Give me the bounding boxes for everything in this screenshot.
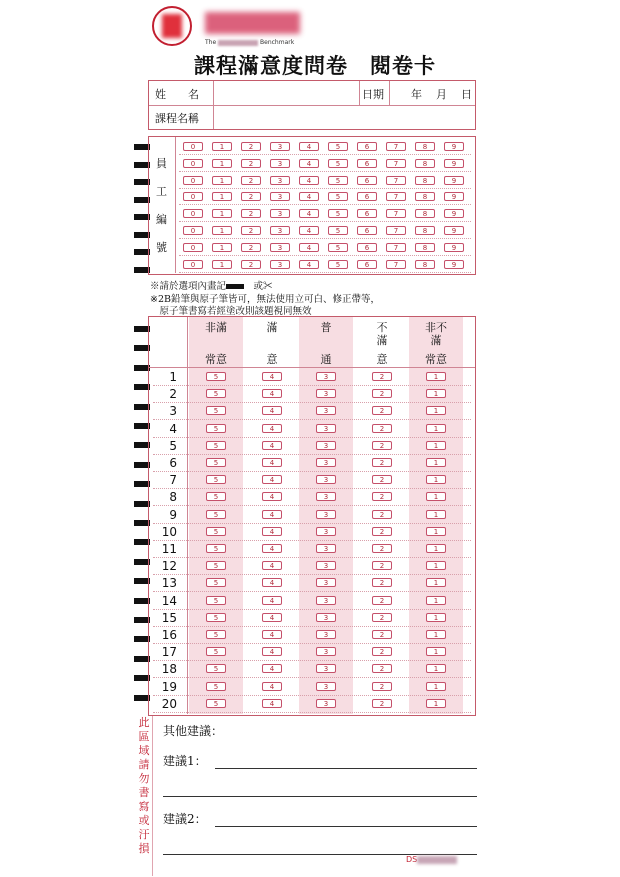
suggestion-1-line[interactable] bbox=[215, 768, 477, 769]
question-number: 4 bbox=[169, 421, 177, 436]
id-digit-bubble[interactable]: 1 bbox=[212, 226, 232, 235]
question-number: 16 bbox=[161, 628, 177, 642]
id-digit-bubble[interactable]: 0 bbox=[183, 226, 203, 235]
id-digit-bubble[interactable]: 0 bbox=[183, 192, 203, 201]
id-digit-bubble[interactable]: 9 bbox=[444, 226, 464, 235]
id-digit-bubble[interactable]: 3 bbox=[270, 226, 290, 235]
id-digit-bubble[interactable]: 5 bbox=[328, 142, 348, 151]
id-digit-bubble[interactable]: 4 bbox=[299, 159, 319, 168]
rating-header-bottom: 意 bbox=[376, 353, 388, 366]
id-digit-bubble[interactable]: 7 bbox=[386, 176, 406, 185]
rating-bubble[interactable]: 2 bbox=[372, 475, 392, 484]
day-label: 日 bbox=[461, 88, 472, 101]
id-digit-bubble[interactable]: 9 bbox=[444, 176, 464, 185]
rating-bubble[interactable]: 2 bbox=[372, 596, 392, 605]
id-row-divider bbox=[179, 171, 471, 172]
id-digit-bubble[interactable]: 7 bbox=[386, 226, 406, 235]
id-digit-bubble[interactable]: 3 bbox=[270, 209, 290, 218]
id-label-char: 員 bbox=[156, 157, 167, 170]
question-row-divider bbox=[153, 437, 471, 438]
instruction-note-3: 原子筆書寫若經塗改則該題視同無效 bbox=[150, 306, 312, 317]
rating-bubble[interactable]: 5 bbox=[206, 510, 226, 519]
course-name-label: 課程名稱 bbox=[155, 112, 199, 125]
question-row-divider bbox=[153, 488, 471, 489]
id-digit-bubble[interactable]: 2 bbox=[241, 260, 261, 269]
question-number: 20 bbox=[161, 696, 177, 711]
rating-bubble[interactable]: 4 bbox=[262, 406, 282, 415]
question-number: 3 bbox=[169, 404, 177, 419]
question-number: 18 bbox=[161, 662, 177, 677]
id-digit-bubble[interactable]: 8 bbox=[415, 260, 435, 269]
rating-bubble[interactable]: 2 bbox=[372, 647, 392, 656]
rating-bubble[interactable]: 3 bbox=[316, 630, 336, 639]
rating-bubble[interactable]: 3 bbox=[316, 389, 336, 398]
rating-bubble[interactable]: 2 bbox=[372, 561, 392, 570]
id-digit-bubble[interactable]: 7 bbox=[386, 142, 406, 151]
id-digit-bubble[interactable]: 5 bbox=[328, 209, 348, 218]
rating-bubble[interactable]: 5 bbox=[206, 544, 226, 553]
id-digit-bubble[interactable]: 7 bbox=[386, 209, 406, 218]
id-digit-bubble[interactable]: 4 bbox=[299, 142, 319, 151]
id-digit-bubble[interactable]: 8 bbox=[415, 209, 435, 218]
rating-bubble[interactable]: 5 bbox=[206, 527, 226, 536]
question-row-divider bbox=[153, 557, 471, 558]
rating-bubble[interactable]: 1 bbox=[426, 389, 446, 398]
rating-bubble[interactable]: 2 bbox=[372, 544, 392, 553]
rating-header-top: 滿 bbox=[266, 321, 278, 334]
month-label: 月 bbox=[436, 88, 447, 101]
rating-header-top: 非不 滿 bbox=[425, 321, 447, 347]
rating-bubble[interactable]: 5 bbox=[206, 424, 226, 433]
rating-bubble[interactable]: 3 bbox=[316, 647, 336, 656]
rating-bubble[interactable]: 5 bbox=[206, 389, 226, 398]
rating-bubble[interactable]: 1 bbox=[426, 510, 446, 519]
id-digit-bubble[interactable]: 6 bbox=[357, 192, 377, 201]
rating-bubble[interactable]: 4 bbox=[262, 475, 282, 484]
id-digit-bubble[interactable]: 6 bbox=[357, 176, 377, 185]
rating-bubble[interactable]: 3 bbox=[316, 699, 336, 708]
rating-bubble[interactable]: 1 bbox=[426, 630, 446, 639]
rating-bubble[interactable]: 3 bbox=[316, 613, 336, 622]
rating-bubble[interactable]: 3 bbox=[316, 664, 336, 673]
suggestion-1-line-2[interactable] bbox=[163, 796, 477, 797]
rating-bubble[interactable]: 4 bbox=[262, 389, 282, 398]
question-number: 5 bbox=[169, 438, 177, 453]
id-digit-bubble[interactable]: 2 bbox=[241, 176, 261, 185]
id-digit-bubble[interactable]: 0 bbox=[183, 209, 203, 218]
id-row-divider bbox=[179, 238, 471, 239]
id-digit-bubble[interactable]: 2 bbox=[241, 243, 261, 252]
logo-wordmark bbox=[205, 12, 300, 34]
id-digit-bubble[interactable]: 6 bbox=[357, 260, 377, 269]
id-digit-bubble[interactable]: 5 bbox=[328, 192, 348, 201]
instruction-note-1: ※請於選項內畫記 或✂ bbox=[150, 281, 273, 292]
id-digit-bubble[interactable]: 9 bbox=[444, 260, 464, 269]
rating-bubble[interactable]: 1 bbox=[426, 441, 446, 450]
rating-bubble[interactable]: 5 bbox=[206, 458, 226, 467]
rating-bubble[interactable]: 1 bbox=[426, 372, 446, 381]
id-digit-bubble[interactable]: 9 bbox=[444, 192, 464, 201]
rating-bubble[interactable]: 2 bbox=[372, 630, 392, 639]
rating-header-top: 不 滿 bbox=[376, 321, 388, 347]
rating-bubble[interactable]: 2 bbox=[372, 372, 392, 381]
question-number: 17 bbox=[161, 645, 177, 660]
rating-bubble[interactable]: 2 bbox=[372, 682, 392, 691]
id-digit-bubble[interactable]: 6 bbox=[357, 209, 377, 218]
id-row-divider bbox=[179, 272, 471, 273]
name-label: 姓 名 bbox=[155, 88, 199, 101]
rating-bubble[interactable]: 1 bbox=[426, 475, 446, 484]
id-digit-bubble[interactable]: 9 bbox=[444, 159, 464, 168]
form-code: DS bbox=[406, 855, 457, 864]
rating-bubble[interactable]: 4 bbox=[262, 682, 282, 691]
id-digit-bubble[interactable]: 4 bbox=[299, 226, 319, 235]
employee-id-grid bbox=[148, 136, 476, 275]
page-title: 課程滿意度問卷 閱卷卡 bbox=[194, 53, 436, 78]
rating-bubble[interactable]: 1 bbox=[426, 613, 446, 622]
rating-bubble[interactable]: 1 bbox=[426, 647, 446, 656]
question-row-divider bbox=[153, 574, 471, 575]
rating-bubble[interactable]: 4 bbox=[262, 561, 282, 570]
id-digit-bubble[interactable]: 8 bbox=[415, 142, 435, 151]
rating-bubble[interactable]: 5 bbox=[206, 406, 226, 415]
rating-bubble[interactable]: 4 bbox=[262, 510, 282, 519]
id-digit-bubble[interactable]: 1 bbox=[212, 243, 232, 252]
rating-bubble[interactable]: 4 bbox=[262, 544, 282, 553]
rating-bubble[interactable]: 3 bbox=[316, 596, 336, 605]
rating-bubble[interactable]: 4 bbox=[262, 630, 282, 639]
id-digit-bubble[interactable]: 0 bbox=[183, 260, 203, 269]
rating-bubble[interactable]: 3 bbox=[316, 544, 336, 553]
id-digit-bubble[interactable]: 1 bbox=[212, 159, 232, 168]
rating-bubble[interactable]: 4 bbox=[262, 492, 282, 501]
rating-bubble[interactable]: 1 bbox=[426, 424, 446, 433]
id-digit-bubble[interactable]: 4 bbox=[299, 260, 319, 269]
rating-bubble[interactable]: 2 bbox=[372, 510, 392, 519]
survey-grid bbox=[148, 316, 476, 716]
rating-bubble[interactable]: 3 bbox=[316, 578, 336, 587]
id-digit-bubble[interactable]: 7 bbox=[386, 243, 406, 252]
rating-bubble[interactable]: 1 bbox=[426, 406, 446, 415]
question-row-divider bbox=[153, 609, 471, 610]
rating-bubble[interactable]: 3 bbox=[316, 424, 336, 433]
id-digit-bubble[interactable]: 3 bbox=[270, 176, 290, 185]
rating-header-bottom: 意 bbox=[266, 353, 278, 366]
question-row-divider bbox=[153, 677, 471, 678]
id-digit-bubble[interactable]: 4 bbox=[299, 243, 319, 252]
id-digit-bubble[interactable]: 1 bbox=[212, 192, 232, 201]
rating-bubble[interactable]: 2 bbox=[372, 492, 392, 501]
question-number: 13 bbox=[161, 576, 177, 591]
id-digit-bubble[interactable]: 6 bbox=[357, 243, 377, 252]
rating-bubble[interactable]: 4 bbox=[262, 647, 282, 656]
id-digit-bubble[interactable]: 8 bbox=[415, 192, 435, 201]
rating-bubble[interactable]: 2 bbox=[372, 458, 392, 467]
question-row-divider bbox=[153, 471, 471, 472]
other-suggestions-label: 其他建議： bbox=[163, 724, 224, 738]
question-row-divider bbox=[153, 643, 471, 644]
question-number: 6 bbox=[169, 456, 177, 470]
id-digit-bubble[interactable]: 0 bbox=[183, 159, 203, 168]
id-digit-bubble[interactable]: 3 bbox=[270, 142, 290, 151]
no-write-zone-label: 此區域請勿書寫或汙損 bbox=[138, 716, 150, 855]
rating-bubble[interactable]: 3 bbox=[316, 372, 336, 381]
rating-bubble[interactable]: 2 bbox=[372, 578, 392, 587]
rating-bubble[interactable]: 4 bbox=[262, 699, 282, 708]
rating-bubble[interactable]: 1 bbox=[426, 578, 446, 587]
rating-bubble[interactable]: 3 bbox=[316, 492, 336, 501]
date-label: 日期 bbox=[362, 88, 384, 101]
question-number: 14 bbox=[161, 593, 177, 608]
id-digit-bubble[interactable]: 0 bbox=[183, 176, 203, 185]
suggestion-2-label: 建議2： bbox=[163, 812, 207, 826]
id-digit-bubble[interactable]: 1 bbox=[212, 142, 232, 151]
rating-bubble[interactable]: 4 bbox=[262, 596, 282, 605]
id-row-divider bbox=[179, 221, 471, 222]
rating-bubble[interactable]: 1 bbox=[426, 561, 446, 570]
rating-bubble[interactable]: 3 bbox=[316, 475, 336, 484]
rating-bubble[interactable]: 4 bbox=[262, 424, 282, 433]
id-digit-bubble[interactable]: 5 bbox=[328, 260, 348, 269]
rating-bubble[interactable]: 1 bbox=[426, 458, 446, 467]
id-row-divider bbox=[179, 154, 471, 155]
rating-header-top: 非滿 bbox=[205, 321, 227, 334]
rating-bubble[interactable]: 3 bbox=[316, 527, 336, 536]
rating-bubble[interactable]: 5 bbox=[206, 475, 226, 484]
question-number: 12 bbox=[161, 559, 177, 574]
rating-bubble[interactable]: 5 bbox=[206, 647, 226, 656]
rating-bubble[interactable]: 3 bbox=[316, 441, 336, 450]
rating-bubble[interactable]: 3 bbox=[316, 682, 336, 691]
id-digit-bubble[interactable]: 5 bbox=[328, 176, 348, 185]
course-name-field[interactable] bbox=[215, 106, 473, 127]
question-number: 1 bbox=[169, 370, 177, 384]
id-digit-bubble[interactable]: 6 bbox=[357, 159, 377, 168]
rating-bubble[interactable]: 2 bbox=[372, 613, 392, 622]
rating-bubble[interactable]: 2 bbox=[372, 527, 392, 536]
suggestions-area bbox=[152, 716, 477, 876]
rating-bubble[interactable]: 2 bbox=[372, 389, 392, 398]
rating-header-bottom: 通 bbox=[320, 353, 332, 366]
rating-bubble[interactable]: 1 bbox=[426, 544, 446, 553]
rating-bubble[interactable]: 4 bbox=[262, 458, 282, 467]
rating-header-bottom: 常意 bbox=[205, 353, 227, 366]
rating-bubble[interactable]: 2 bbox=[372, 441, 392, 450]
rating-bubble[interactable]: 4 bbox=[262, 527, 282, 536]
rating-bubble[interactable]: 5 bbox=[206, 682, 226, 691]
question-row-divider bbox=[153, 523, 471, 524]
instruction-note-2: ※2B鉛筆與原子筆皆可，無法使用立可白、修正帶等， bbox=[150, 294, 380, 305]
question-number: 10 bbox=[161, 524, 177, 539]
question-row-divider bbox=[153, 591, 471, 592]
filled-mark-example bbox=[226, 284, 244, 289]
question-number: 9 bbox=[169, 507, 177, 522]
id-digit-bubble[interactable]: 3 bbox=[270, 159, 290, 168]
question-row-divider bbox=[153, 454, 471, 455]
rating-bubble[interactable]: 3 bbox=[316, 510, 336, 519]
id-digit-bubble[interactable]: 9 bbox=[444, 243, 464, 252]
rating-bubble[interactable]: 4 bbox=[262, 578, 282, 587]
suggestion-2-line[interactable] bbox=[215, 826, 477, 827]
rating-header-top: 普 bbox=[320, 321, 332, 334]
id-digit-bubble[interactable]: 3 bbox=[270, 192, 290, 201]
question-row-divider bbox=[153, 626, 471, 627]
question-number: 11 bbox=[161, 542, 177, 556]
info-table bbox=[148, 80, 476, 130]
question-row-divider bbox=[153, 660, 471, 661]
id-row-divider bbox=[179, 204, 471, 205]
id-digit-bubble[interactable]: 5 bbox=[328, 226, 348, 235]
id-digit-bubble[interactable]: 3 bbox=[270, 243, 290, 252]
rating-bubble[interactable]: 3 bbox=[316, 458, 336, 467]
id-digit-bubble[interactable]: 3 bbox=[270, 260, 290, 269]
rating-bubble[interactable]: 5 bbox=[206, 699, 226, 708]
rating-bubble[interactable]: 5 bbox=[206, 630, 226, 639]
rating-bubble[interactable]: 2 bbox=[372, 699, 392, 708]
rating-bubble[interactable]: 5 bbox=[206, 664, 226, 673]
rating-bubble[interactable]: 2 bbox=[372, 406, 392, 415]
id-digit-bubble[interactable]: 9 bbox=[444, 209, 464, 218]
rating-bubble[interactable]: 5 bbox=[206, 613, 226, 622]
id-digit-bubble[interactable]: 0 bbox=[183, 142, 203, 151]
name-field[interactable] bbox=[215, 82, 357, 103]
rating-bubble[interactable]: 3 bbox=[316, 406, 336, 415]
question-row-divider bbox=[153, 505, 471, 506]
question-row-divider bbox=[153, 712, 471, 713]
rating-bubble[interactable]: 2 bbox=[372, 424, 392, 433]
rating-bubble[interactable]: 5 bbox=[206, 441, 226, 450]
rating-bubble[interactable]: 4 bbox=[262, 664, 282, 673]
question-row-divider bbox=[153, 385, 471, 386]
id-digit-bubble[interactable]: 1 bbox=[212, 260, 232, 269]
rating-bubble[interactable]: 4 bbox=[262, 372, 282, 381]
id-digit-bubble[interactable]: 9 bbox=[444, 142, 464, 151]
id-digit-bubble[interactable]: 8 bbox=[415, 159, 435, 168]
rating-bubble[interactable]: 5 bbox=[206, 561, 226, 570]
rating-bubble[interactable]: 2 bbox=[372, 664, 392, 673]
question-number: 7 bbox=[169, 473, 177, 488]
question-number: 19 bbox=[161, 679, 177, 694]
rating-bubble[interactable]: 1 bbox=[426, 492, 446, 501]
id-digit-bubble[interactable]: 4 bbox=[299, 192, 319, 201]
id-digit-bubble[interactable]: 1 bbox=[212, 176, 232, 185]
id-digit-bubble[interactable]: 4 bbox=[299, 209, 319, 218]
id-digit-bubble[interactable]: 1 bbox=[212, 209, 232, 218]
id-digit-bubble[interactable]: 7 bbox=[386, 192, 406, 201]
question-row-divider bbox=[153, 695, 471, 696]
rating-bubble[interactable]: 3 bbox=[316, 561, 336, 570]
question-number: 2 bbox=[169, 387, 177, 402]
question-number: 8 bbox=[169, 490, 177, 505]
rating-header-bottom: 常意 bbox=[425, 353, 447, 366]
rating-bubble[interactable]: 1 bbox=[426, 682, 446, 691]
question-row-divider bbox=[153, 419, 471, 420]
rating-bubble[interactable]: 1 bbox=[426, 664, 446, 673]
rating-bubble[interactable]: 5 bbox=[206, 578, 226, 587]
id-digit-bubble[interactable]: 8 bbox=[415, 176, 435, 185]
id-digit-bubble[interactable]: 7 bbox=[386, 159, 406, 168]
id-label-char: 號 bbox=[156, 241, 167, 254]
rating-bubble[interactable]: 4 bbox=[262, 613, 282, 622]
id-digit-bubble[interactable]: 6 bbox=[357, 142, 377, 151]
rating-bubble[interactable]: 5 bbox=[206, 492, 226, 501]
rating-bubble[interactable]: 5 bbox=[206, 372, 226, 381]
question-row-divider bbox=[153, 402, 471, 403]
rating-bubble[interactable]: 1 bbox=[426, 527, 446, 536]
id-digit-bubble[interactable]: 2 bbox=[241, 226, 261, 235]
id-digit-bubble[interactable]: 4 bbox=[299, 176, 319, 185]
id-digit-bubble[interactable]: 5 bbox=[328, 159, 348, 168]
id-digit-bubble[interactable]: 5 bbox=[328, 243, 348, 252]
id-digit-bubble[interactable]: 8 bbox=[415, 243, 435, 252]
suggestion-1-label: 建議1： bbox=[163, 754, 207, 768]
id-label-char: 工 bbox=[156, 185, 167, 198]
rating-bubble[interactable]: 1 bbox=[426, 596, 446, 605]
question-row-divider bbox=[153, 540, 471, 541]
id-row-divider bbox=[179, 188, 471, 189]
id-digit-bubble[interactable]: 2 bbox=[241, 142, 261, 151]
id-digit-bubble[interactable]: 2 bbox=[241, 192, 261, 201]
id-digit-bubble[interactable]: 7 bbox=[386, 260, 406, 269]
id-digit-bubble[interactable]: 2 bbox=[241, 159, 261, 168]
id-digit-bubble[interactable]: 8 bbox=[415, 226, 435, 235]
id-digit-bubble[interactable]: 0 bbox=[183, 243, 203, 252]
id-row-divider bbox=[179, 255, 471, 256]
rating-bubble[interactable]: 1 bbox=[426, 699, 446, 708]
rating-bubble[interactable]: 4 bbox=[262, 441, 282, 450]
scissors-icon: ✂ bbox=[263, 281, 273, 292]
id-digit-bubble[interactable]: 6 bbox=[357, 226, 377, 235]
id-digit-bubble[interactable]: 2 bbox=[241, 209, 261, 218]
logo-emblem bbox=[152, 6, 192, 46]
question-number: 15 bbox=[161, 610, 177, 625]
rating-bubble[interactable]: 5 bbox=[206, 596, 226, 605]
id-label-char: 編 bbox=[156, 213, 167, 226]
logo-tagline: The Benchmark bbox=[205, 39, 295, 46]
year-label: 年 bbox=[411, 88, 422, 101]
